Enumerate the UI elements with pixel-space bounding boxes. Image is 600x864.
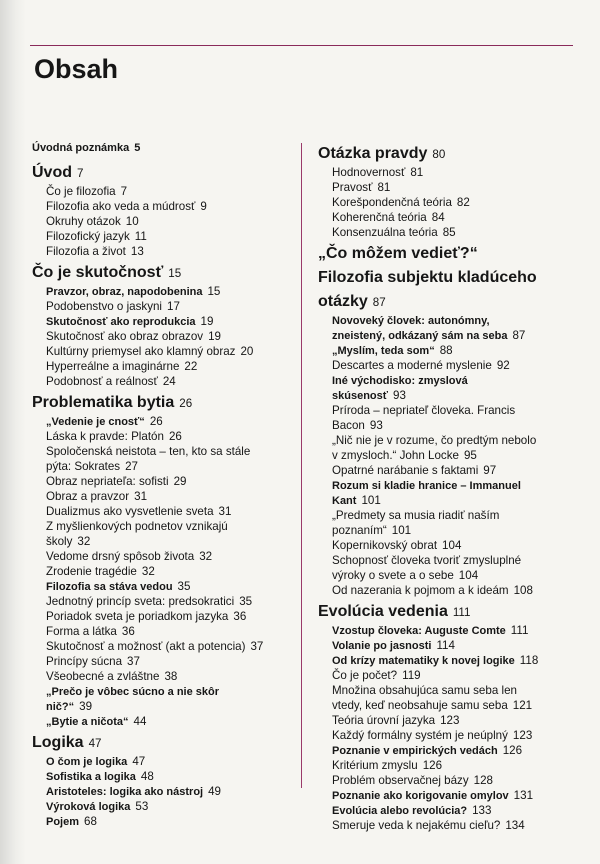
toc-entry-page: 7 xyxy=(77,167,84,180)
toc-entry xyxy=(318,165,580,180)
toc-entry-title: v zmysloch.“ John Locke xyxy=(332,449,459,462)
toc-entry-page: 36 xyxy=(121,625,135,638)
toc-entry-title: Úvod xyxy=(32,164,72,181)
toc-entry-title: Obraz a pravzor xyxy=(46,490,130,503)
toc-entry-page: 126 xyxy=(422,759,443,772)
toc-entry-page: 93 xyxy=(393,389,406,402)
toc-entry-page: 48 xyxy=(140,770,154,783)
toc-entry-title: Podobenstvo o jaskyni xyxy=(46,300,163,313)
toc-entry-title: Hyperreálne a imaginárne xyxy=(46,360,180,373)
toc-entry-page: 104 xyxy=(442,539,462,552)
toc-entry xyxy=(32,609,302,624)
toc-entry-title: Descartes a moderné myslenie xyxy=(332,359,492,372)
toc-entry-title: Láska k pravde: Platón xyxy=(46,430,164,443)
toc-entry-title: výroky o svete a o sebe xyxy=(332,569,454,582)
toc-entry-title: Iné východisko: zmyslová xyxy=(332,375,468,387)
toc-entry-page: 97 xyxy=(483,464,497,477)
toc-entry xyxy=(318,433,580,448)
toc-entry xyxy=(32,799,302,814)
toc-entry-title: Poriadok sveta je poriadkom jazyka xyxy=(46,610,229,623)
toc-entry-page: 126 xyxy=(502,744,523,757)
toc-entry-page: 26 xyxy=(179,397,193,410)
toc-entry xyxy=(32,229,302,244)
toc-entry-page: 35 xyxy=(239,595,253,608)
toc-entry-page: 82 xyxy=(456,196,470,209)
toc-entry xyxy=(318,244,580,264)
toc-entry-page: 93 xyxy=(369,419,383,432)
toc-entry-title: poznaním“ xyxy=(332,524,387,537)
toc-entry-title: Kant xyxy=(332,495,357,507)
toc-entry xyxy=(32,344,302,359)
toc-entry-title: Rozum si kladie hranice – Immanuel xyxy=(332,480,521,492)
toc-entry-title: Schopnosť človeka tvoriť zmysluplné xyxy=(332,554,522,567)
toc-entry-title: „Predmety sa musia riadiť naším xyxy=(332,509,500,522)
toc-entry xyxy=(32,329,302,344)
toc-entry xyxy=(318,743,580,758)
toc-entry xyxy=(32,284,302,299)
toc-entry xyxy=(32,359,302,374)
toc-entry-title: Čo je počet? xyxy=(332,669,398,682)
toc-entry-title: „Prečo je vôbec súcno a nie skôr xyxy=(46,686,220,698)
column-divider xyxy=(301,143,302,788)
toc-entry xyxy=(318,268,580,288)
toc-entry xyxy=(318,403,580,418)
toc-entry-title: „Čo môžem vedieť?“ xyxy=(318,245,478,262)
toc-entry xyxy=(32,579,302,594)
toc-entry xyxy=(32,184,302,199)
toc-entry-page: 87 xyxy=(372,296,386,309)
toc-entry-title: Príroda – nepriateľ človeka. Francis xyxy=(332,404,516,417)
toc-entry xyxy=(32,299,302,314)
toc-entry-title: Čo je skutočnosť xyxy=(32,264,164,281)
toc-entry-title: Výroková logika xyxy=(46,801,131,813)
toc-entry-page: 32 xyxy=(77,535,91,548)
toc-entry-page: 24 xyxy=(162,375,176,388)
header-rule xyxy=(30,45,573,46)
toc-entry-page: 134 xyxy=(505,819,525,832)
toc-entry-page: 39 xyxy=(79,700,93,713)
toc-entry-title: Jednotný princíp sveta: predsokratici xyxy=(46,595,235,608)
toc-entry-title: Sofistika a logika xyxy=(46,771,136,783)
toc-entry xyxy=(32,429,302,444)
toc-entry-title: Filozofia subjektu kladúceho xyxy=(318,269,537,286)
toc-entry xyxy=(32,733,302,754)
toc-entry xyxy=(32,814,302,829)
toc-entry-title: Opatrné narábanie s faktami xyxy=(332,464,479,477)
toc-entry xyxy=(318,818,580,833)
toc-entry-title: Kritérium zmyslu xyxy=(332,759,418,772)
toc-entry-page: 26 xyxy=(149,415,163,428)
toc-entry xyxy=(318,653,580,668)
toc-entry xyxy=(32,214,302,229)
toc-entry-title: „Myslím, teda som“ xyxy=(332,345,435,357)
toc-entry-title: Filozofický jazyk xyxy=(46,230,130,243)
toc-entry xyxy=(32,489,302,504)
toc-entry xyxy=(318,638,580,653)
toc-entry-title: Filozofia ako veda a múdrosť xyxy=(46,200,196,213)
toc-entry-page: 17 xyxy=(167,300,180,313)
toc-entry xyxy=(318,210,580,225)
toc-entry-title: Všeobecné a zvláštne xyxy=(46,670,160,683)
toc-entry-page: 104 xyxy=(458,569,479,582)
toc-entry-page: 81 xyxy=(377,181,391,194)
toc-entry xyxy=(318,602,580,623)
toc-entry xyxy=(318,698,580,713)
toc-entry-title: Pravzor, obraz, napodobenina xyxy=(46,286,203,298)
toc-entry-title: Aristoteles: logika ako nástroj xyxy=(46,786,204,798)
toc-entry xyxy=(318,195,580,210)
toc-entry xyxy=(318,508,580,523)
toc-entry xyxy=(32,163,302,184)
toc-entry-page: 31 xyxy=(134,490,148,503)
toc-entry-page: 5 xyxy=(134,142,141,154)
toc-entry-title: Volanie po jasnosti xyxy=(332,640,432,652)
toc-entry-title: Pravosť xyxy=(332,181,373,194)
toc-entry-title: Bacon xyxy=(332,419,365,432)
toc-entry-page: 128 xyxy=(473,774,493,787)
toc-entry-page: 108 xyxy=(513,584,533,597)
toc-entry-title: vtedy, keď neobsahuje samu seba xyxy=(332,699,508,712)
toc-entry-title: Podobnosť a reálnosť xyxy=(46,375,158,388)
toc-entry-page: 19 xyxy=(208,330,221,343)
toc-entry xyxy=(318,463,580,478)
toc-entry xyxy=(318,292,580,313)
toc-entry-title: Čo je filozofia xyxy=(46,185,116,198)
toc-entry-page: 101 xyxy=(391,524,412,537)
toc-entry-page: 22 xyxy=(184,360,198,373)
toc-entry-title: Logika xyxy=(32,734,84,751)
toc-entry-title: Vzostup človeka: Auguste Comte xyxy=(332,625,506,637)
toc-entry-title: O čom je logika xyxy=(46,756,128,768)
toc-entry-page: 47 xyxy=(132,755,146,768)
toc-right-column xyxy=(318,140,580,833)
toc-entry-title: Pojem xyxy=(46,816,80,828)
toc-entry-page: 26 xyxy=(168,430,182,443)
toc-entry xyxy=(318,553,580,568)
toc-entry-title: Spoločenská neistota – ten, kto sa stále xyxy=(46,445,251,458)
toc-entry-page: 15 xyxy=(168,267,182,280)
toc-entry xyxy=(318,713,580,728)
toc-entry xyxy=(32,374,302,389)
toc-entry xyxy=(32,393,302,414)
toc-entry-title: Problém observačnej bázy xyxy=(332,774,469,787)
toc-entry-title: Dualizmus ako vysvetlenie sveta xyxy=(46,505,214,518)
toc-entry xyxy=(318,568,580,583)
toc-entry xyxy=(32,684,302,699)
toc-entry-title: Korešpondenčná teória xyxy=(332,196,452,209)
toc-entry-title: Forma a látka xyxy=(46,625,117,638)
toc-entry-page: 131 xyxy=(513,789,534,802)
toc-entry xyxy=(318,668,580,683)
toc-entry-title: Koherenčná teória xyxy=(332,211,427,224)
toc-entry-title: Otázka pravdy xyxy=(318,145,428,162)
toc-entry xyxy=(318,343,580,358)
toc-entry-page: 7 xyxy=(120,185,128,198)
toc-entry xyxy=(318,144,580,165)
page-title: Obsah xyxy=(34,54,119,84)
toc-entry xyxy=(32,594,302,609)
toc-entry-page: 68 xyxy=(84,815,97,828)
toc-entry-page: 80 xyxy=(432,148,446,161)
toc-entry xyxy=(32,769,302,784)
toc-entry xyxy=(318,773,580,788)
toc-entry-page: 123 xyxy=(512,729,533,742)
toc-entry-page: 111 xyxy=(510,624,529,637)
toc-entry xyxy=(32,549,302,564)
toc-entry-title: Vedome drsný spôsob života xyxy=(46,550,195,563)
toc-entry-title: Smeruje veda k nejakému cieľu? xyxy=(332,819,501,832)
toc-entry-page: 32 xyxy=(141,565,155,578)
toc-entry xyxy=(318,623,580,638)
toc-entry-page: 101 xyxy=(361,494,381,507)
toc-entry-title: Evolúcia vedenia xyxy=(318,603,448,620)
toc-entry xyxy=(318,180,580,195)
toc-entry-title: otázky xyxy=(318,293,368,310)
toc-entry-title: zneistený, odkázaný sám na seba xyxy=(332,330,508,342)
toc-entry-title: Každý formálny systém je neúplný xyxy=(332,729,508,742)
toc-entry xyxy=(318,358,580,373)
toc-entry-page: 114 xyxy=(436,639,455,652)
toc-entry-page: 118 xyxy=(519,654,539,667)
toc-entry-page: 47 xyxy=(88,737,102,750)
toc-entry-page: 32 xyxy=(199,550,213,563)
toc-entry-title: Okruhy otázok xyxy=(46,215,121,228)
toc-entry xyxy=(32,444,302,459)
toc-entry xyxy=(32,263,302,284)
toc-entry xyxy=(318,788,580,803)
toc-entry-title: Od krízy matematiky k novej logike xyxy=(332,655,515,667)
toc-entry-title: Kultúrny priemysel ako klamný obraz xyxy=(46,345,236,358)
toc-entry xyxy=(318,225,580,240)
toc-entry xyxy=(32,654,302,669)
toc-entry-title: „Nič nie je v rozume, čo predtým nebolo xyxy=(332,434,537,447)
toc-entry-title: Filozofia a život xyxy=(46,245,126,258)
toc-entry-page: 44 xyxy=(133,715,147,728)
toc-entry xyxy=(318,448,580,463)
toc-entry xyxy=(32,244,302,259)
toc-entry xyxy=(32,459,302,474)
toc-entry-page: 10 xyxy=(125,215,139,228)
toc-entry-title: Skutočnosť ako obraz obrazov xyxy=(46,330,204,343)
toc-entry xyxy=(318,683,580,698)
toc-entry-title: Evolúcia alebo revolúcia? xyxy=(332,805,468,817)
toc-entry xyxy=(32,504,302,519)
toc-entry xyxy=(32,714,302,729)
toc-entry xyxy=(318,728,580,743)
toc-entry xyxy=(318,758,580,773)
toc-entry-title: Obraz nepriateľa: sofisti xyxy=(46,475,169,488)
toc-entry xyxy=(32,140,302,155)
toc-entry xyxy=(318,373,580,388)
toc-entry-title: Novoveký človek: autonómny, xyxy=(332,315,490,327)
toc-entry-title: Od nazerania k pojmom a k ideám xyxy=(332,584,509,597)
toc-entry-page: 87 xyxy=(512,329,526,342)
book-spine-shadow xyxy=(0,0,26,864)
toc-entry xyxy=(32,519,302,534)
toc-entry-title: Poznanie v empirických vedách xyxy=(332,745,498,757)
toc-entry-title: Filozofia sa stáva vedou xyxy=(46,581,173,593)
toc-entry-title: skúsenosť xyxy=(332,390,389,402)
toc-entry-page: 38 xyxy=(164,670,178,683)
toc-entry-page: 37 xyxy=(250,640,264,653)
toc-entry xyxy=(32,474,302,489)
toc-entry xyxy=(318,583,580,598)
toc-entry-page: 36 xyxy=(233,610,247,623)
toc-entry xyxy=(318,493,580,508)
toc-entry xyxy=(318,313,580,328)
toc-entry-page: 27 xyxy=(125,460,139,473)
toc-entry-page: 11 xyxy=(134,230,147,243)
toc-entry xyxy=(32,639,302,654)
toc-entry-title: Z myšlienkových podnetov vznikajú xyxy=(46,520,228,533)
toc-entry-title: „Bytie a ničota“ xyxy=(46,716,129,728)
toc-left-column xyxy=(32,140,302,829)
toc-entry-title: Hodnovernosť xyxy=(332,166,406,179)
toc-entry-title: Úvodná poznámka xyxy=(32,142,130,154)
toc-entry-title: Skutočnosť ako reprodukcia xyxy=(46,316,196,328)
toc-entry-page: 20 xyxy=(240,345,254,358)
toc-entry-title: Princípy súcna xyxy=(46,655,123,668)
toc-entry-title: Množina obsahujúca samu seba len xyxy=(332,684,517,697)
toc-entry-page: 31 xyxy=(218,505,232,518)
toc-entry-title: nič?“ xyxy=(46,701,75,713)
toc-entry-page: 15 xyxy=(207,285,221,298)
toc-entry-title: školy xyxy=(46,535,73,548)
toc-entry xyxy=(32,199,302,214)
toc-entry-page: 49 xyxy=(208,785,222,798)
toc-entry xyxy=(318,388,580,403)
toc-entry xyxy=(32,314,302,329)
toc-entry-page: 95 xyxy=(463,449,477,462)
toc-entry-title: Teória úrovní jazyka xyxy=(332,714,436,727)
toc-entry-page: 133 xyxy=(472,804,492,817)
toc-entry-page: 92 xyxy=(496,359,510,372)
toc-entry-page: 13 xyxy=(130,245,144,258)
toc-entry xyxy=(318,418,580,433)
toc-entry-page: 88 xyxy=(439,344,453,357)
toc-entry-page: 9 xyxy=(200,200,207,213)
toc-entry-page: 35 xyxy=(177,580,191,593)
toc-entry-page: 123 xyxy=(440,714,460,727)
toc-entry xyxy=(32,754,302,769)
toc-entry xyxy=(32,534,302,549)
toc-entry-title: Skutočnosť a možnosť (akt a potencia) xyxy=(46,640,246,653)
toc-entry-page: 119 xyxy=(402,669,421,682)
toc-entry-page: 19 xyxy=(200,315,214,328)
toc-entry-title: „Vedenie je cnosť“ xyxy=(46,416,145,428)
toc-entry-title: Poznanie ako korigovanie omylov xyxy=(332,790,509,802)
toc-entry-page: 37 xyxy=(127,655,140,668)
toc-entry xyxy=(32,669,302,684)
toc-entry-page: 85 xyxy=(442,226,456,239)
toc-entry-page: 53 xyxy=(135,800,149,813)
toc-entry xyxy=(318,803,580,818)
toc-entry-page: 84 xyxy=(431,211,445,224)
toc-entry-title: Kopernikovský obrat xyxy=(332,539,438,552)
toc-entry-title: Konsenzuálna teória xyxy=(332,226,438,239)
toc-entry xyxy=(32,564,302,579)
toc-entry-page: 111 xyxy=(452,606,471,619)
toc-entry xyxy=(32,699,302,714)
toc-entry-title: Problematika bytia xyxy=(32,394,175,411)
toc-entry-page: 121 xyxy=(512,699,533,712)
toc-entry-title: pýta: Sokrates xyxy=(46,460,121,473)
toc-entry xyxy=(318,478,580,493)
toc-entry xyxy=(318,538,580,553)
toc-entry-page: 29 xyxy=(173,475,187,488)
toc-entry-title: Zrodenie tragédie xyxy=(46,565,137,578)
toc-entry xyxy=(32,414,302,429)
toc-entry xyxy=(32,624,302,639)
toc-entry xyxy=(318,523,580,538)
toc-entry xyxy=(318,328,580,343)
toc-entry xyxy=(32,784,302,799)
toc-entry-page: 81 xyxy=(410,166,424,179)
